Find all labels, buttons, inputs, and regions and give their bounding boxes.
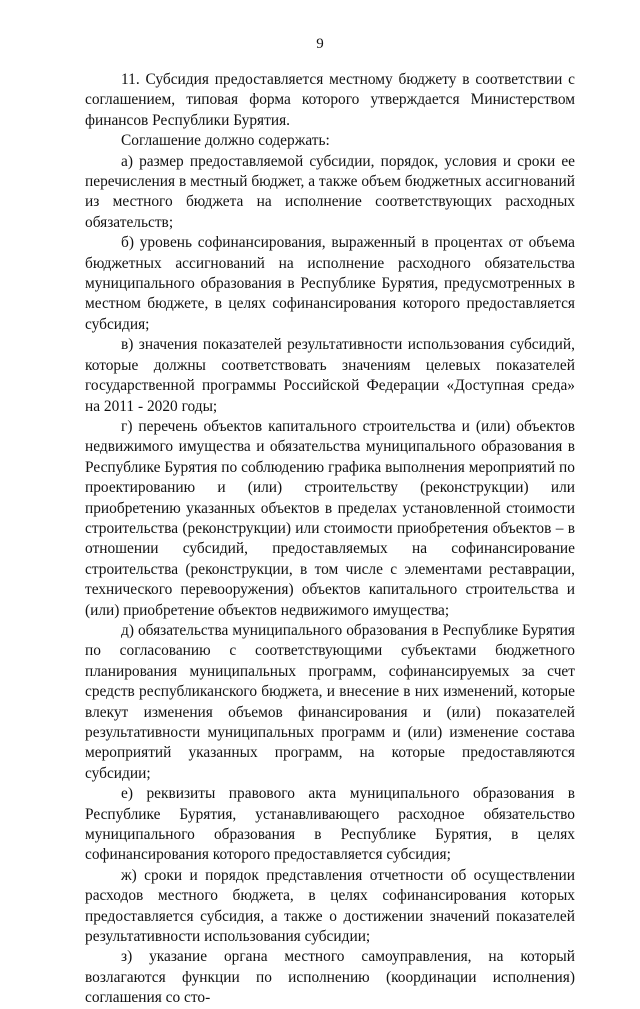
paragraph-g: г) перечень объектов капитального строительства и (или) объектов недвижимого имущества и обязательства муниципального образования в Республике Бурятия по соблюдению графика выполнения мероприятий по проектированию и (или) строительству (реконструкции) или приобретению указанных объектов в пределах установленной стоимости строительства (реконструкции) или стоимости приобретения объектов – в отношении субсидий, предоставляемых на софинансирование строительства (реконструкции, в том числе с элементами реставрации, технического перевооружения) объектов капитального строительства и (или) приобретение объектов недвижимого имущества; [85,417,575,619]
body-text [85,70,575,1009]
paragraph-11: 11. Субсидия предоставляется местному бюджету в соответствии с соглашением, типовая форма которого утверждается Министерством финансов Республики Бурятия. [85,71,575,129]
paragraph-z: з) указание органа местного самоуправления, на который возлагаются функции по исполнению (координации исполнения) соглашения со сто- [85,948,575,1007]
paragraph-zh: ж) сроки и порядок представления отчетности об осуществлении расходов местного бюджета, в целях софинансирования которых предоставляется субсидия, а также о достижении значений показателей результативности использования субсидии; [85,866,575,946]
paragraph-d: д) обязательства муниципального образования в Республике Бурятия по согласованию с соответствующими субъектами бюджетного планирования муниципальных программ, софинансируемых за счет средств республиканского бюджета, и внесение в них изменений, которые влекут изменения объемов финансирования и (или) показателей результативности муниципальных программ и (или) изменение состава мероприятий указанных программ, на которые предоставляются субсидии; [85,621,575,782]
paragraph-a: а) размер предоставляемой субсидии, порядок, условия и сроки ее перечисления в местный бюджет, а также объем бюджетных ассигнований из местного бюджета на исполнение соответствующих расходных обязательств; [85,152,575,231]
paragraph-b: б) уровень софинансирования, выраженный в процентах от объема бюджетных ассигнований на исполнение расходного обязательства муниципального образования в Республике Бурятия, предусмотренных в местном бюджете, в целях софинансирования которого предоставляется субсидия; [85,234,575,333]
paragraph-e: е) реквизиты правового акта муниципального образования в Республике Бурятия, устанавливающего расходное обязательство муниципального образования в Республике Бурятия, в целях софинансирования которого предоставляется субсидия; [85,785,575,864]
paragraph-agreement-intro: Соглашение должно содержать: [121,132,330,150]
page-number: 9 [316,36,324,52]
paragraph-v: в) значения показателей результативности использования субсидий, которые должны соответствовать значениям целевых показателей государственной программы Российской Федерации «Доступная среда» на 2011 - 2020 годы; [85,336,575,415]
